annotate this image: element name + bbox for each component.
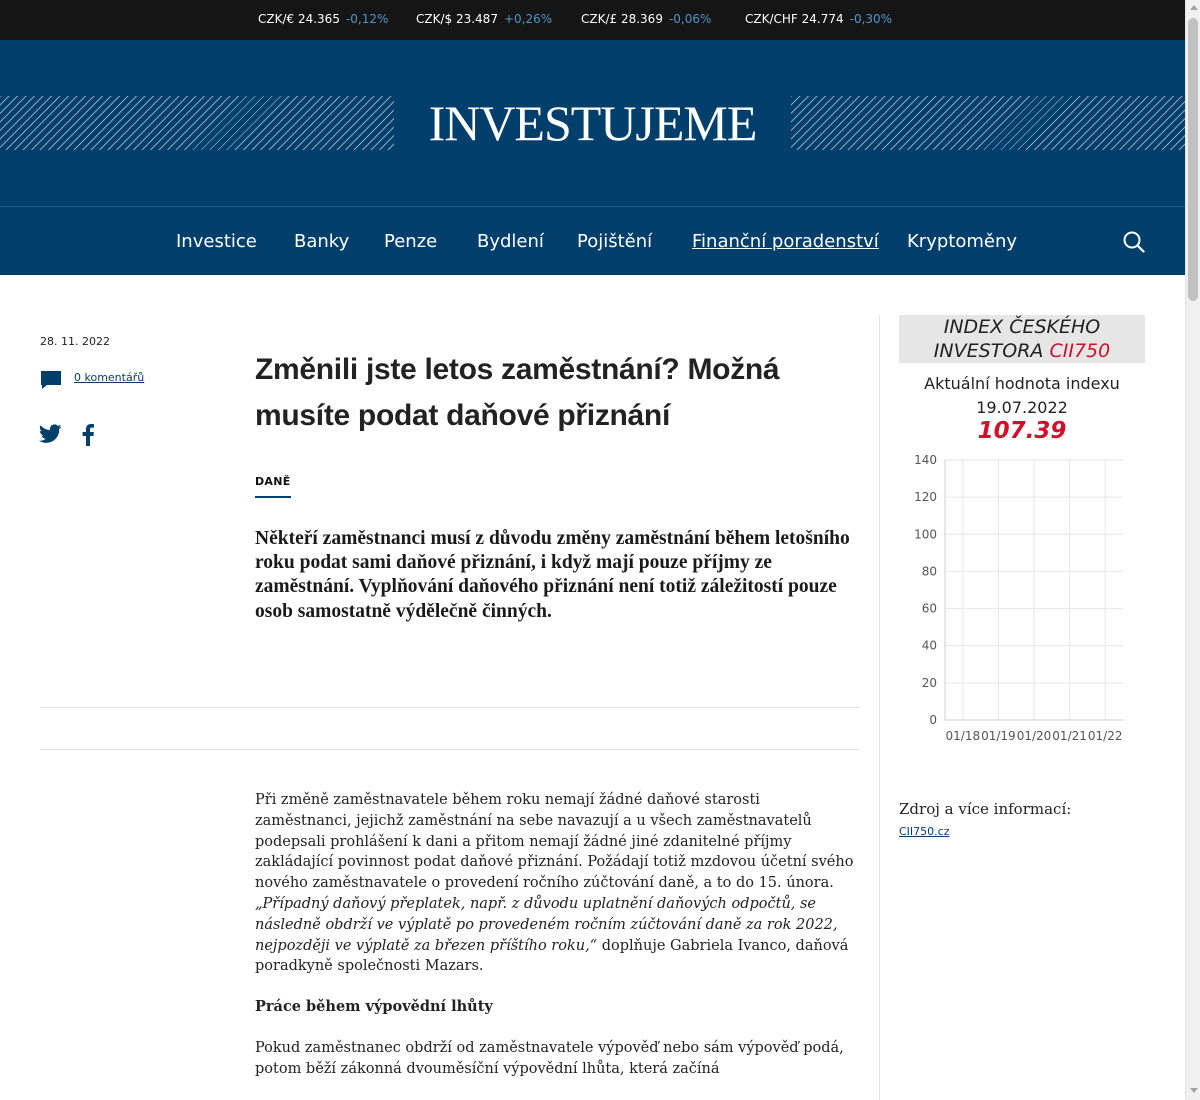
article-perex: Někteří zaměstnanci musí z důvodu změny zaměstnání během letošního roku podat sami daňové přiznání, i když mají pouze příjmy ze zaměstnání. Vyplňování daňového přiznání není totiž záležitostí pouze osob samostatně výdělečně činných.	[255, 528, 850, 622]
scrollbar-thumb[interactable]	[1188, 18, 1198, 301]
chart-x-tick-label: 01/20	[1016, 729, 1052, 743]
ticker-pair: CZK/$ 23.487	[416, 12, 498, 26]
search-icon[interactable]	[1123, 231, 1145, 253]
article-category-tag[interactable]: DANĚ	[255, 475, 291, 498]
index-title-prefix: INVESTORA	[933, 340, 1050, 362]
index-title-line1: INDEX ČESKÉHO	[943, 316, 1101, 338]
ticker-change: -0,12%	[345, 12, 389, 26]
comment-icon	[40, 370, 62, 390]
chart-y-tick-label: 40	[921, 638, 937, 653]
nav-item-bydleni[interactable]: Bydlení	[477, 231, 544, 252]
chart-x-tick-label: 01/18	[945, 729, 981, 743]
ticker-change: +0,26%	[503, 12, 553, 26]
ticker-item-chf	[745, 12, 892, 26]
currency-ticker	[0, 0, 1185, 40]
index-title-line2	[899, 339, 1145, 363]
twitter-icon[interactable]	[39, 424, 62, 444]
facebook-icon[interactable]	[81, 424, 95, 446]
ticker-pair: CZK/€ 24.365	[258, 12, 340, 26]
chart-y-tick-label: 100	[914, 527, 937, 542]
chart-y-tick-label: 120	[914, 490, 937, 505]
chart-y-tick-label: 80	[921, 564, 937, 579]
chart-x-tick-label: 01/21	[1052, 729, 1087, 743]
nav-item-banky[interactable]: Banky	[294, 231, 350, 252]
index-current-date: 19.07.2022	[976, 398, 1068, 417]
chart-y-tick-label: 20	[921, 675, 937, 690]
chart-y-tick-label: 0	[929, 713, 937, 727]
ticker-pair: CZK/CHF 24.774	[745, 12, 844, 26]
source-label: Zdroj a více informací:	[899, 800, 1072, 818]
divider	[40, 707, 859, 708]
nav-item-kryptomeny[interactable]: Kryptoměny	[907, 231, 1018, 252]
index-current-label: Aktuální hodnota indexu	[924, 374, 1120, 393]
nav-item-penze[interactable]: Penze	[384, 231, 438, 252]
article-date: 28. 11. 2022	[40, 335, 110, 348]
chart-y-tick-label: 140	[914, 453, 937, 467]
ticker-change: -0,06%	[668, 12, 712, 26]
paragraph-text: doplňuje Gabriela Ivanco, daňová poradkyně společnosti Mazars.	[255, 937, 849, 975]
ticker-pair: CZK/£ 28.369	[581, 12, 663, 26]
sidebar-divider	[879, 315, 880, 1100]
chart-y-tick-label: 60	[921, 601, 937, 616]
header-decoration-right	[791, 96, 1185, 150]
divider	[40, 749, 859, 750]
nav-item-pojisteni[interactable]: Pojištění	[577, 231, 653, 252]
nav-item-financni-poradenstvi[interactable]: Finanční poradenství	[692, 231, 879, 252]
article-title: Změnili jste letos zaměstnání? Možná musíte podat daňové přiznání	[255, 353, 780, 432]
source-link[interactable]: CII750.cz	[899, 825, 950, 838]
paragraph-text: Při změně zaměstnavatele během roku nemají žádné daňové starosti zaměstnanci, jejichž zaměstnání na sebe navazují a u všech zaměstnavatelů podepsali prohlášení k dani a přitom nemají žádné jiné zdanitelné příjmy zakládající povinnost podat daňové přiznání. Požádají totiž mzdovou účetní svého nového zaměstnavatele o provedení ročního zúčtování daně, a to do 15. února.	[255, 792, 854, 892]
chart-x-tick-label: 01/19	[981, 729, 1016, 743]
scroll-down-arrow-icon[interactable]	[1190, 1088, 1198, 1093]
scroll-up-arrow-icon[interactable]	[1190, 5, 1198, 10]
index-widget-title	[899, 315, 1145, 363]
main-nav	[0, 206, 1185, 275]
nav-item-investice[interactable]: Investice	[176, 231, 257, 252]
index-code: CII750	[1049, 340, 1111, 362]
ticker-item-gbp	[581, 12, 711, 26]
index-chart	[899, 450, 1145, 750]
article-body	[255, 790, 858, 1100]
ticker-change: -0,30%	[849, 12, 893, 26]
comments-count[interactable]: 0 komentářů	[74, 371, 145, 384]
quote-text: „Případný daňový přeplatek, např. z důvodu uplatnění daňových odpočtů, se následně obdrží ve výplatě po provedeném ročním zúčtování daně za rok 2022, nejpozději ve výplatě za březen příštího roku,“	[255, 895, 838, 954]
article-paragraph: Pokud zaměstnanec obdrží od zaměstnavatele výpověď nebo sám výpověď podá, potom běží zákonná dvouměsíční výpovědní lhůta, která začíná	[255, 1039, 844, 1077]
index-current-info	[899, 372, 1145, 420]
header-decoration-left	[0, 96, 394, 150]
article-paragraph	[255, 790, 858, 977]
page-scrollbar[interactable]	[1185, 0, 1200, 1100]
chart-x-tick-label: 01/22	[1087, 729, 1123, 743]
index-current-value: 107.39	[977, 418, 1067, 444]
ticker-item-eur	[258, 12, 388, 26]
site-header	[0, 40, 1185, 206]
site-logo[interactable]: INVESTUJEME	[428, 95, 757, 151]
ticker-item-usd	[416, 12, 552, 26]
article-subheading: Práce během výpovědní lhůty	[255, 998, 493, 1016]
